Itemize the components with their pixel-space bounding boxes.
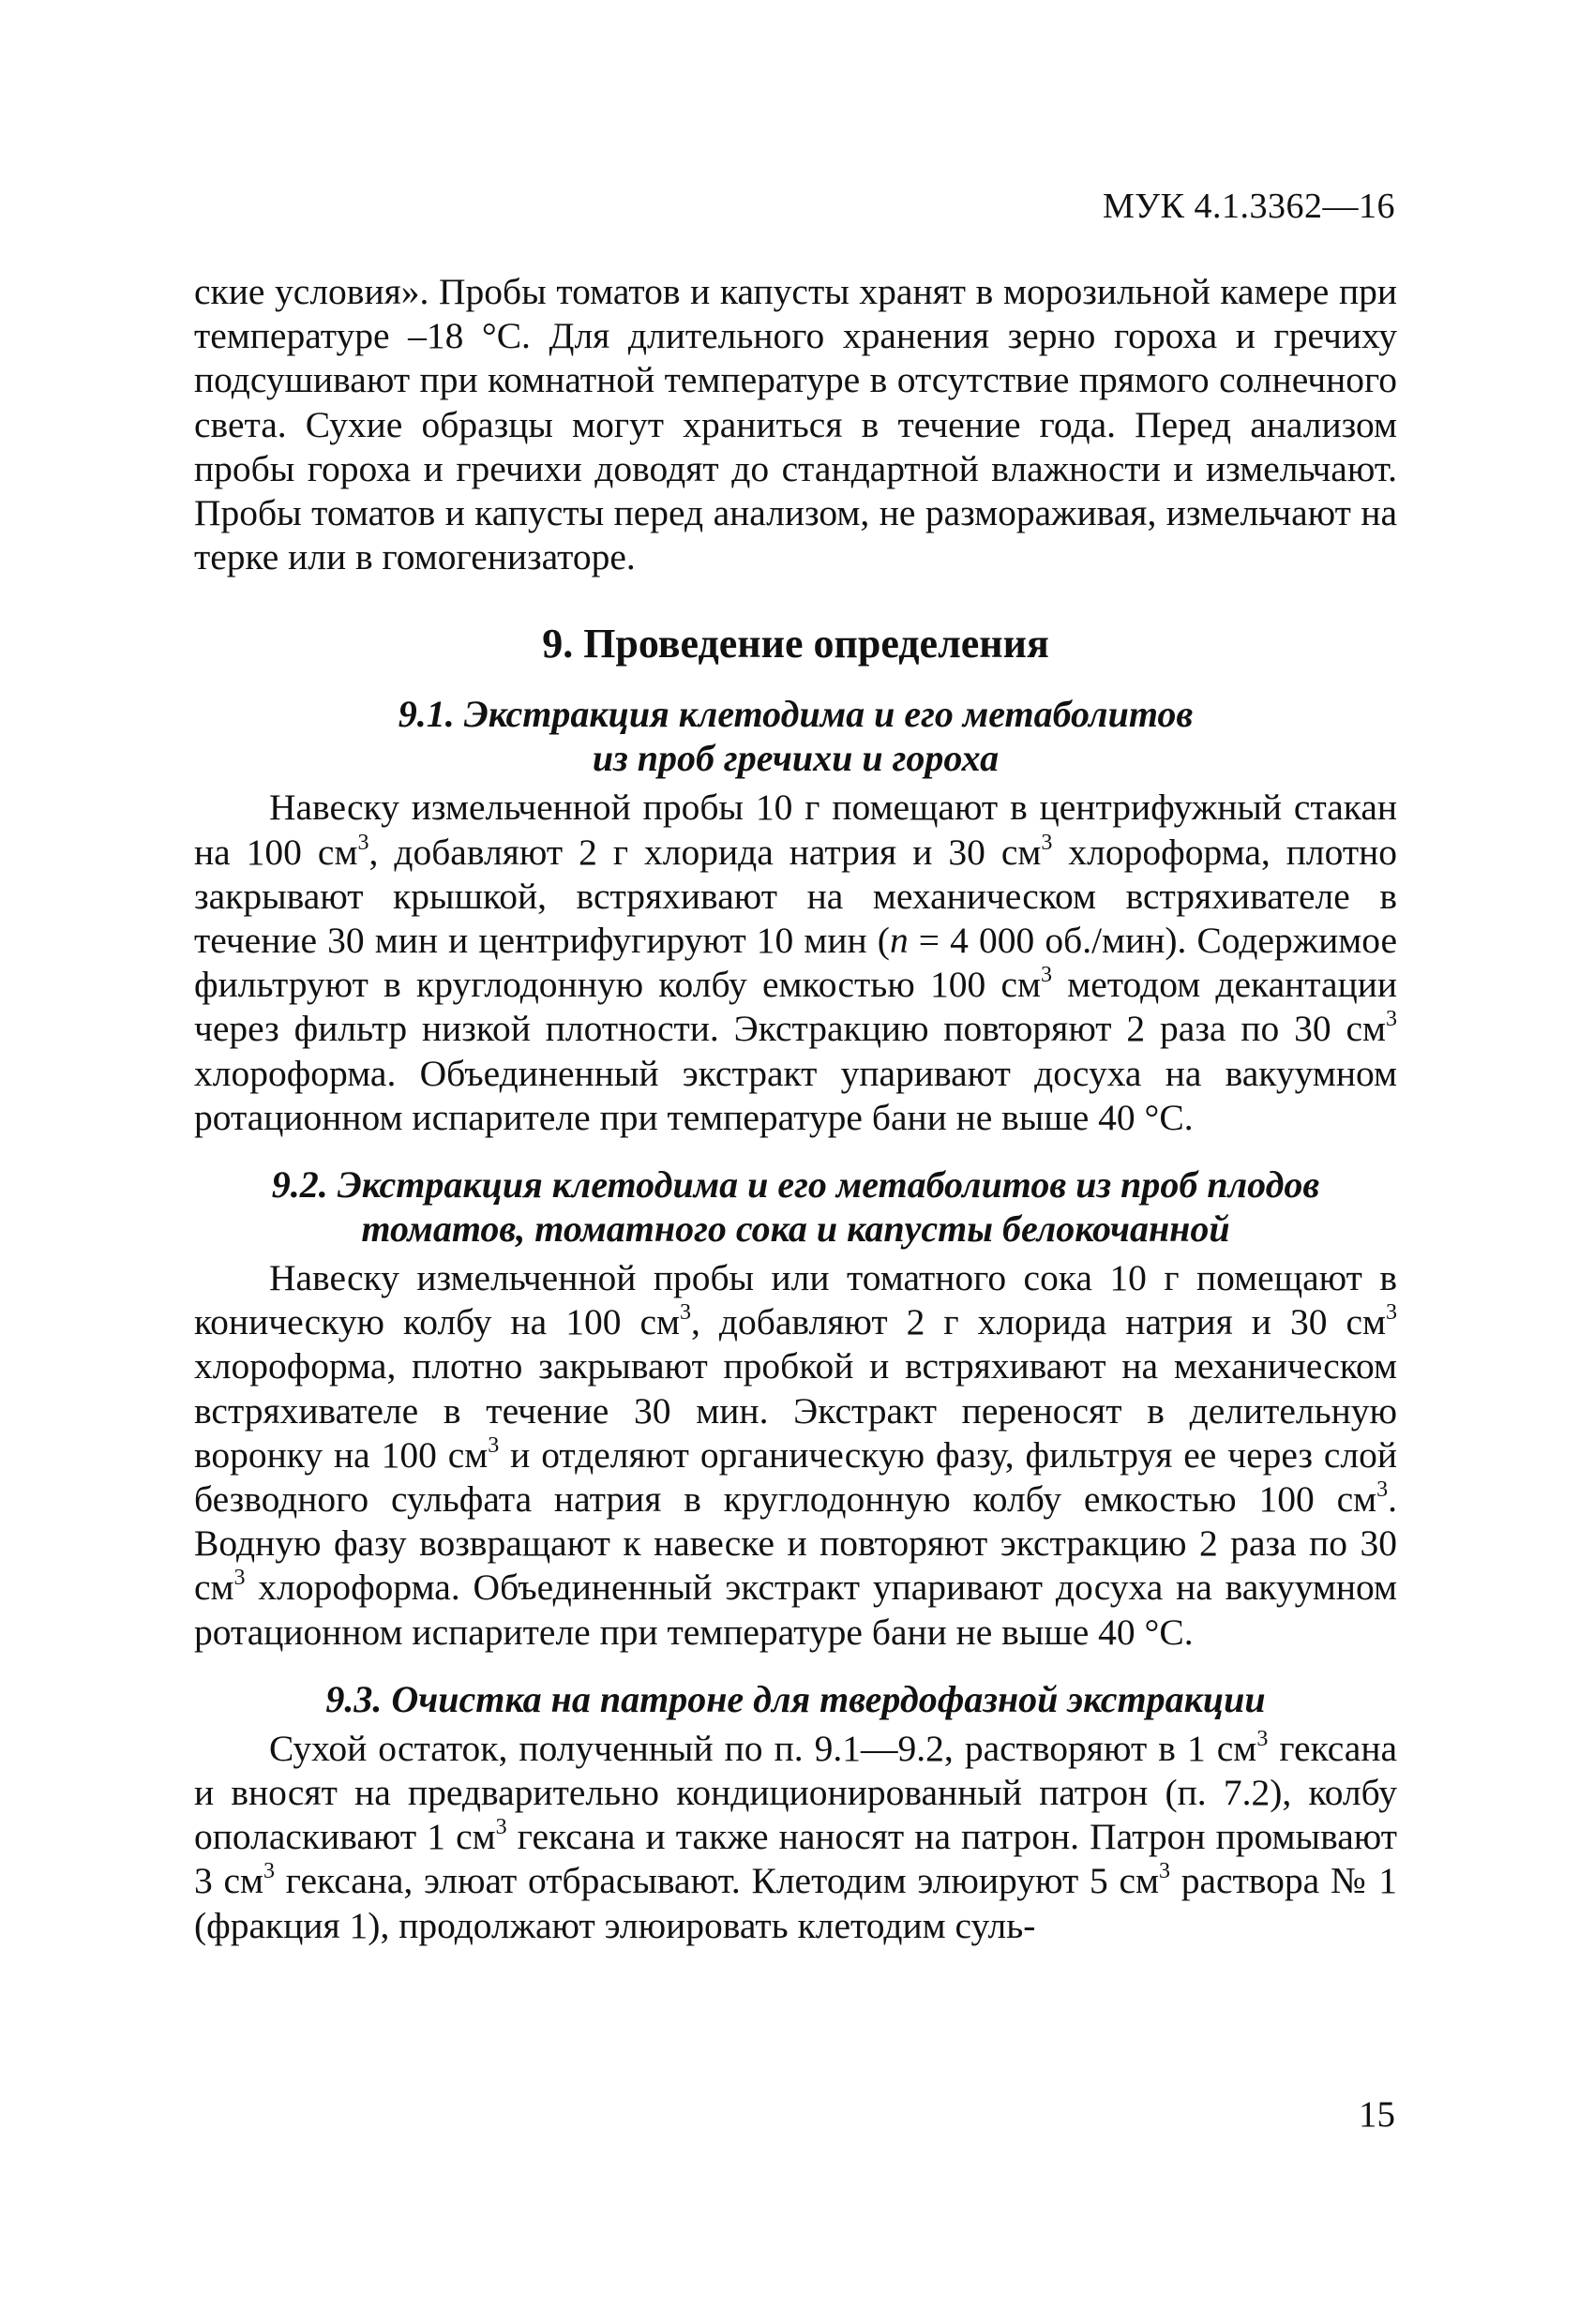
superscript: 3 — [1041, 830, 1053, 855]
superscript: 3 — [263, 1859, 276, 1884]
text-run: Сухой остаток, полученный по п. 9.1—9.2, растворяют в 1 см — [269, 1727, 1257, 1769]
superscript: 3 — [679, 1300, 691, 1326]
text-run: хлороформа. Объединенный экстракт упаривают досуха на вакуумном ротационном испарителе при температуре бани не выше 40 °С. — [194, 1567, 1397, 1653]
text-run: = 4 000 об./мин). Содержимое фильтруют в круглодонную колбу емкостью 100 см — [194, 920, 1397, 1006]
text-run: гексана, элюат отбрасывают. Клетодим элюируют 5 см — [275, 1860, 1159, 1902]
text-run: Навеску измельченной пробы 10 г помещают в центрифужный стакан на 100 см — [194, 787, 1397, 873]
intro-paragraph: ские условия». Пробы томатов и капусты хранят в морозильной камере при температуре –18 °С. Для длительного хранения зерно гороха и гречиху подсушивают при комнатной температуре в отсутствие прямого солнечного света. Сухие образцы могут храниться в течение года. Перед анализом пробы гороха и гречихи доводят до стандартной влажности и измельчают. Пробы томатов и капусты перед анализом, не размораживая, измельчают на терке или в гомогенизаторе. — [194, 271, 1397, 578]
text-run: гексана и вносят на предварительно кондиционированный патрон (п. 7.2), колбу ополаскивают 1 см — [194, 1727, 1398, 1858]
text-run: хлороформа, плотно закрывают крышкой, встряхивают на механическом встряхивателе в течение 30 мин и центрифугируют 10 мин ( — [194, 831, 1398, 962]
rotation-variable: n — [889, 920, 909, 962]
subsection-9-2-heading — [194, 1162, 1397, 1251]
text-run: , добавляют 2 г хлорида натрия и 30 см — [368, 831, 1042, 873]
superscript: 3 — [1386, 1007, 1397, 1032]
text-run: , добавляют 2 г хлорида натрия и 30 см — [690, 1301, 1386, 1343]
superscript: 3 — [1256, 1726, 1269, 1751]
text-run: методом декантации через фильтр низкой плотности. Экстракцию повторяют 2 раза по 30 см — [194, 964, 1397, 1050]
superscript: 3 — [495, 1815, 507, 1840]
superscript: 3 — [488, 1432, 500, 1458]
superscript: 3 — [233, 1566, 246, 1591]
superscript: 3 — [1041, 963, 1052, 988]
section-9-heading: 9. Проведение определения — [542, 621, 1049, 667]
text-run: раствора № 1 (фракция 1), продолжают элюировать клетодим суль- — [194, 1860, 1397, 1946]
text-run: хлороформа. Объединенный экстракт упаривают досуха на вакуумном ротационном испарителе при температуре бани не выше 40 °С. — [194, 1052, 1397, 1138]
superscript: 3 — [1386, 1300, 1397, 1326]
subsection-9-1-heading-line1: 9.1. Экстракция клетодима и его метаболитов — [398, 693, 1194, 736]
superscript: 3 — [1158, 1859, 1170, 1884]
superscript: 3 — [357, 830, 369, 855]
subsection-9-2-heading-line1: 9.2. Экстракция клетодима и его метаболитов из проб плодов — [271, 1163, 1320, 1207]
subsection-9-2-paragraph — [194, 1256, 1397, 1655]
subsection-9-1-paragraph — [194, 786, 1397, 1140]
superscript: 3 — [1376, 1477, 1389, 1503]
subsection-9-1-heading — [194, 692, 1397, 780]
page-content — [194, 270, 1397, 1948]
subsection-9-1-heading-line2: из проб гречихи и гороха — [592, 737, 1000, 780]
text-run: Навеску измельченной пробы или томатного сока 10 г помещают в коническую колбу на 100 см — [194, 1257, 1397, 1343]
text-run: . Водную фазу возвращают к навеске и повторяют экстракцию 2 раза по 30 см — [194, 1478, 1397, 1609]
text-run: хлороформа, плотно закрывают пробкой и встряхивают на механическом встряхивателе в течение 30 мин. Экстракт переносят в делительную воронку на 100 см — [194, 1345, 1397, 1476]
text-run: гексана и также наносят на патрон. Патрон промывают 3 см — [194, 1816, 1397, 1902]
page-number: 15 — [1359, 2094, 1395, 2135]
document-code: МУК 4.1.3362—16 — [1102, 187, 1395, 226]
subsection-9-3-heading: 9.3. Очистка на патроне для твердофазной экстракции — [325, 1677, 1266, 1720]
text-run: и отделяют органическую фазу, фильтруя ее через слой безводного сульфата натрия в круглодонную колбу емкостью 100 см — [194, 1433, 1397, 1521]
subsection-9-3-paragraph — [194, 1727, 1397, 1948]
subsection-9-2-heading-line2: томатов, томатного сока и капусты белокочанной — [361, 1207, 1230, 1251]
